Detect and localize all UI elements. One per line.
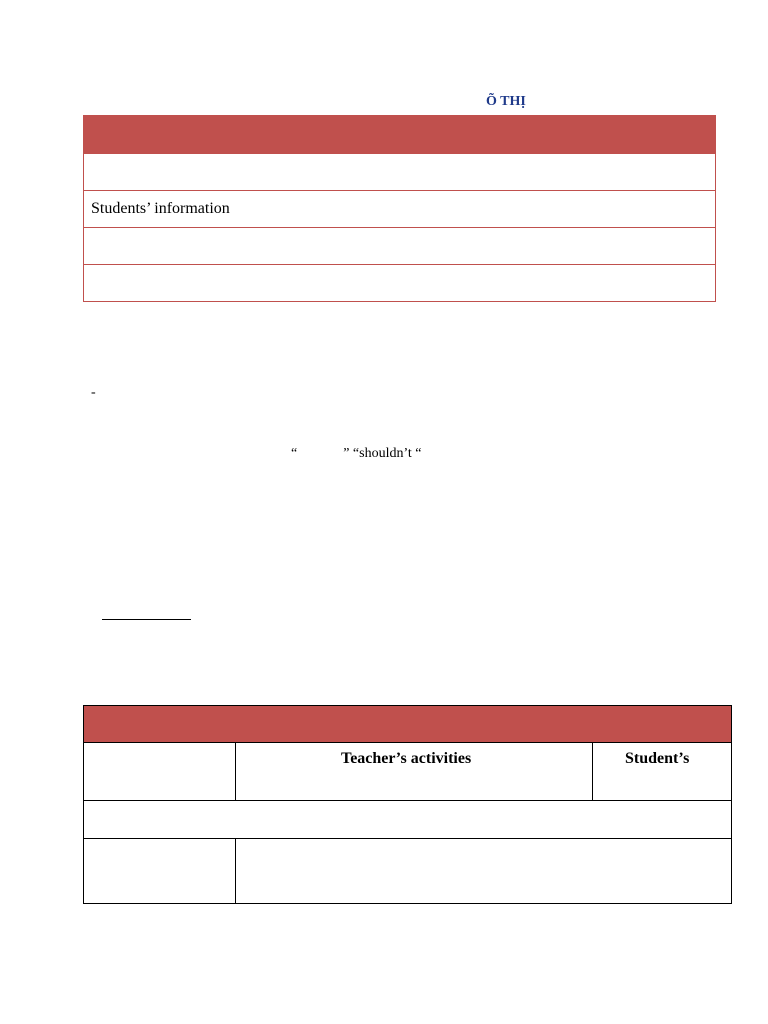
info-table-header-bar: [84, 116, 715, 153]
table-divider-horizontal: [84, 838, 731, 839]
info-table: [83, 115, 716, 302]
document-heading-fragment: Õ THỊ: [486, 94, 526, 109]
quote-line: [291, 446, 422, 462]
table-divider-vertical: [235, 838, 236, 903]
quote-open-mark: “: [291, 446, 298, 461]
column-header-teachers-activities: Teacher’s activities: [341, 750, 472, 767]
table-divider-vertical: [592, 743, 593, 800]
table-divider-horizontal: [84, 800, 731, 801]
underlined-blank: [102, 619, 191, 620]
table-divider-vertical: [235, 743, 236, 800]
lesson-plan-table-header-bar: [84, 706, 731, 743]
info-table-row: [84, 264, 715, 301]
info-table-row-students-information: Students’ information: [84, 190, 715, 227]
info-table-row: [84, 227, 715, 264]
info-table-row: [84, 153, 715, 190]
list-dash: -: [91, 385, 96, 400]
column-header-students: Student’s: [625, 750, 690, 767]
lesson-plan-table: [83, 705, 732, 904]
quote-shouldnt-text: ” “shouldn’t “: [343, 446, 422, 461]
